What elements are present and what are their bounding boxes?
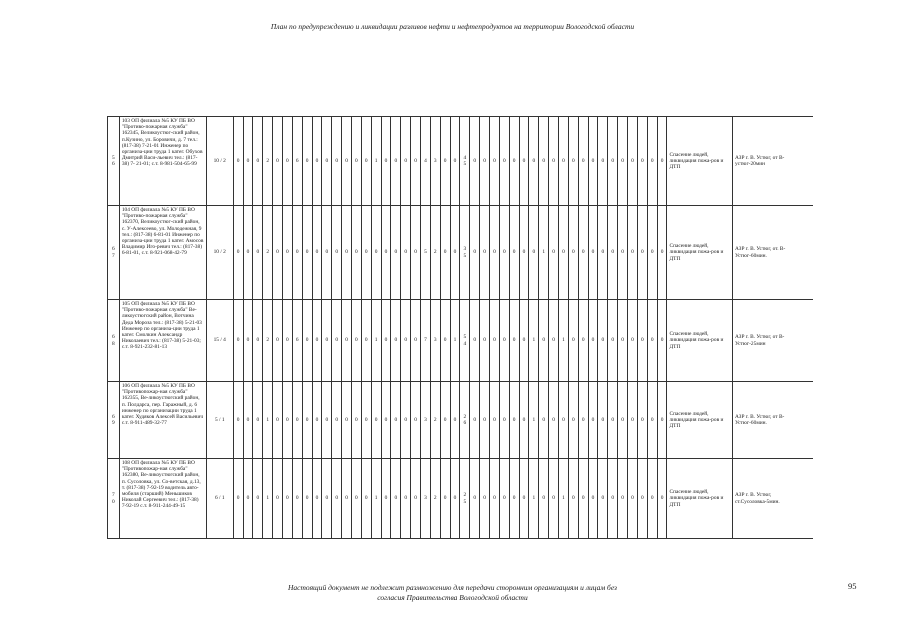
resource-cell: 0 bbox=[342, 206, 352, 300]
row-index bbox=[108, 300, 120, 382]
resource-cell: 0 bbox=[332, 300, 342, 382]
resource-cell: 3 bbox=[430, 300, 440, 382]
row-index-digit: 7 bbox=[112, 492, 115, 499]
equipment-cell: 0 bbox=[657, 206, 667, 300]
stacked-digit: 5 bbox=[463, 498, 467, 505]
equipment-cell: 0 bbox=[657, 459, 667, 539]
forces-count: 10 / 2 bbox=[206, 117, 233, 206]
row-index-digit: 6 bbox=[112, 334, 115, 341]
row-index-digit: 8 bbox=[112, 340, 115, 347]
equipment-cell: 0 bbox=[578, 459, 588, 539]
resource-cell: 0 bbox=[253, 459, 263, 539]
resource-cell: 0 bbox=[233, 382, 243, 459]
resource-cell: 0 bbox=[391, 459, 401, 539]
row-index-digit: 6 bbox=[112, 246, 115, 253]
equipment-cell: 0 bbox=[509, 382, 519, 459]
resource-cell: 0 bbox=[233, 117, 243, 206]
resource-cell: 2 bbox=[263, 300, 273, 382]
equipment-cell: 1 bbox=[529, 300, 539, 382]
resource-cell: 0 bbox=[292, 459, 302, 539]
resource-cell: 0 bbox=[282, 117, 292, 206]
equipment-cell: 0 bbox=[529, 117, 539, 206]
equipment-cell: 0 bbox=[519, 300, 529, 382]
resource-cell: 0 bbox=[440, 382, 450, 459]
stacked-digit: 4 bbox=[463, 154, 467, 161]
equipment-cell: 0 bbox=[549, 117, 559, 206]
resource-cell: 0 bbox=[273, 117, 283, 206]
resource-cell: 1 bbox=[371, 300, 381, 382]
equipment-cell: 0 bbox=[618, 382, 628, 459]
resource-cell: 1 bbox=[450, 300, 460, 382]
equipment-cell: 0 bbox=[618, 300, 628, 382]
stacked-digit: 4 bbox=[463, 340, 467, 347]
equipment-cell: 0 bbox=[588, 459, 598, 539]
equipment-cell: 0 bbox=[618, 206, 628, 300]
row-index-digit: 9 bbox=[112, 420, 115, 426]
unit-description: 108 ОП филиала №5 КУ ПБ ВО "Противопожар-ная служба" 162380, Ве-ликоустюгский район, п. Сусоловка, ул. Со-ветская, д.13, т. (817-38) 7-92-19 водитель авто-мобиля (старший) Меньшиков Николай Сергеевич тел.: (817-38) 7-92-19 с.т. 8-911-244-49-15 bbox=[119, 459, 206, 539]
forces-count: 5 / 1 bbox=[206, 382, 233, 459]
resource-cell: 0 bbox=[233, 206, 243, 300]
equipment-cell: 1 bbox=[529, 459, 539, 539]
resource-cell: 0 bbox=[243, 206, 253, 300]
equipment-cell: 0 bbox=[480, 382, 490, 459]
resource-cell: 2 bbox=[430, 382, 440, 459]
equipment-cell: 0 bbox=[647, 300, 657, 382]
backup-brigade: АЗР г. В. Устюг, от В-устюг-20мин bbox=[732, 117, 813, 206]
resource-cell: 2 bbox=[430, 206, 440, 300]
footer-line-2: согласия Правительства Вологодской области bbox=[377, 593, 528, 603]
equipment-cell: 0 bbox=[628, 382, 638, 459]
equipment-cell: 0 bbox=[657, 382, 667, 459]
resource-cell: 0 bbox=[332, 206, 342, 300]
resource-cell-stacked bbox=[460, 206, 470, 300]
equipment-cell: 0 bbox=[539, 382, 549, 459]
resource-cell: 0 bbox=[342, 300, 352, 382]
resource-cell: 1 bbox=[263, 382, 273, 459]
resource-cell: 0 bbox=[273, 459, 283, 539]
equipment-cell: 0 bbox=[588, 300, 598, 382]
table-row bbox=[108, 382, 814, 459]
equipment-cell: 0 bbox=[647, 117, 657, 206]
equipment-cell: 1 bbox=[559, 300, 569, 382]
resource-cell: 0 bbox=[401, 300, 411, 382]
equipment-cell: 0 bbox=[490, 300, 500, 382]
resource-cell: 0 bbox=[322, 459, 332, 539]
backup-brigade: АЗР г. В. Устюг, от. В-Устюг-60мин. bbox=[732, 206, 813, 300]
equipment-cell: 0 bbox=[470, 300, 480, 382]
resource-cell: 2 bbox=[263, 206, 273, 300]
equipment-cell: 0 bbox=[598, 300, 608, 382]
equipment-cell: 0 bbox=[480, 117, 490, 206]
resource-cell: 1 bbox=[371, 117, 381, 206]
equipment-cell: 0 bbox=[598, 459, 608, 539]
equipment-cell: 0 bbox=[598, 382, 608, 459]
resource-cell: 0 bbox=[411, 382, 421, 459]
resource-cell: 0 bbox=[312, 382, 322, 459]
resource-cell: 0 bbox=[282, 382, 292, 459]
tasks-description: Спасение людей, ликвидация пожа-ров и ДТП bbox=[667, 459, 733, 539]
resource-cell: 7 bbox=[420, 300, 430, 382]
resource-cell: 3 bbox=[420, 382, 430, 459]
equipment-cell: 0 bbox=[480, 206, 490, 300]
stacked-digit: 3 bbox=[463, 246, 467, 253]
equipment-cell: 0 bbox=[578, 206, 588, 300]
equipment-cell: 0 bbox=[628, 117, 638, 206]
resource-cell: 0 bbox=[243, 117, 253, 206]
resource-cell: 0 bbox=[440, 206, 450, 300]
resource-cell: 0 bbox=[391, 382, 401, 459]
resource-cell: 1 bbox=[263, 459, 273, 539]
resource-cell: 0 bbox=[342, 382, 352, 459]
resource-cell: 0 bbox=[332, 382, 342, 459]
resource-cell: 0 bbox=[273, 206, 283, 300]
resource-cell: 0 bbox=[253, 117, 263, 206]
resource-cell-stacked bbox=[460, 300, 470, 382]
resource-cell: 6 bbox=[292, 300, 302, 382]
equipment-cell: 0 bbox=[499, 459, 509, 539]
resource-cell: 0 bbox=[401, 206, 411, 300]
resource-cell: 0 bbox=[292, 382, 302, 459]
resource-cell: 0 bbox=[450, 206, 460, 300]
resource-cell: 0 bbox=[302, 300, 312, 382]
resource-cell: 0 bbox=[440, 459, 450, 539]
resource-cell: 0 bbox=[243, 382, 253, 459]
equipment-cell: 0 bbox=[490, 206, 500, 300]
stacked-digit: 2 bbox=[463, 413, 467, 420]
forces-count: 10 / 2 bbox=[206, 206, 233, 300]
resource-cell: 5 bbox=[420, 206, 430, 300]
equipment-cell: 0 bbox=[499, 382, 509, 459]
resource-cell-stacked bbox=[460, 459, 470, 539]
resource-cell: 0 bbox=[312, 206, 322, 300]
resource-cell: 0 bbox=[302, 459, 312, 539]
resource-cell: 0 bbox=[302, 117, 312, 206]
resource-cell: 0 bbox=[322, 382, 332, 459]
equipment-cell: 0 bbox=[637, 117, 647, 206]
table-row bbox=[108, 206, 814, 300]
equipment-cell: 0 bbox=[470, 382, 480, 459]
resource-cell: 0 bbox=[253, 382, 263, 459]
row-index-digit: 6 bbox=[112, 413, 115, 420]
resource-cell: 0 bbox=[371, 382, 381, 459]
equipment-cell: 0 bbox=[588, 117, 598, 206]
resource-cell: 0 bbox=[351, 300, 361, 382]
equipment-cell: 0 bbox=[490, 382, 500, 459]
equipment-cell: 0 bbox=[628, 206, 638, 300]
resource-cell: 0 bbox=[312, 459, 322, 539]
resource-cell: 0 bbox=[361, 459, 371, 539]
resource-cell: 0 bbox=[391, 300, 401, 382]
resource-cell: 0 bbox=[351, 117, 361, 206]
equipment-cell: 0 bbox=[549, 382, 559, 459]
equipment-cell: 0 bbox=[549, 300, 559, 382]
equipment-cell: 0 bbox=[628, 459, 638, 539]
resource-cell: 0 bbox=[361, 382, 371, 459]
resource-cell-stacked bbox=[460, 382, 470, 459]
equipment-cell: 0 bbox=[529, 206, 539, 300]
resource-cell: 0 bbox=[292, 206, 302, 300]
equipment-cell: 0 bbox=[509, 206, 519, 300]
resource-cell: 0 bbox=[243, 300, 253, 382]
resource-cell: 0 bbox=[312, 300, 322, 382]
resource-cell: 0 bbox=[342, 459, 352, 539]
equipment-cell: 0 bbox=[519, 117, 529, 206]
backup-brigade: АЗР г. В. Устюг, от В-Устюг-60мин. bbox=[732, 382, 813, 459]
equipment-cell: 0 bbox=[509, 300, 519, 382]
equipment-cell: 0 bbox=[568, 459, 578, 539]
resource-cell: 0 bbox=[282, 300, 292, 382]
equipment-cell: 0 bbox=[509, 459, 519, 539]
resource-cell: 0 bbox=[401, 117, 411, 206]
resource-cell: 0 bbox=[302, 206, 312, 300]
resource-cell: 0 bbox=[322, 206, 332, 300]
tasks-description: Спасение людей, ликвидация пожа-ров и ДТП bbox=[667, 117, 733, 206]
row-index bbox=[108, 206, 120, 300]
resource-cell: 0 bbox=[273, 300, 283, 382]
stacked-digit: 2 bbox=[463, 492, 467, 499]
equipment-cell: 0 bbox=[598, 117, 608, 206]
equipment-cell: 0 bbox=[559, 382, 569, 459]
stacked-digit: 5 bbox=[463, 161, 467, 167]
resource-cell: 0 bbox=[381, 206, 391, 300]
forces-table-container bbox=[107, 116, 813, 538]
equipment-cell: 0 bbox=[578, 382, 588, 459]
row-index-digit: 6 bbox=[112, 161, 115, 167]
footer-line-1: Настоящий документ не подлежит размножению для передачи сторонним организациям и лицам без bbox=[288, 583, 617, 592]
equipment-cell: 0 bbox=[618, 459, 628, 539]
equipment-cell: 0 bbox=[470, 206, 480, 300]
resource-cell: 0 bbox=[381, 382, 391, 459]
equipment-cell: 0 bbox=[578, 117, 588, 206]
equipment-cell: 0 bbox=[539, 117, 549, 206]
document-footer bbox=[0, 583, 905, 603]
stacked-digit: 6 bbox=[463, 420, 467, 426]
resource-cell: 2 bbox=[430, 459, 440, 539]
resource-cell: 0 bbox=[381, 117, 391, 206]
resource-cell: 0 bbox=[351, 459, 361, 539]
resource-cell: 0 bbox=[322, 300, 332, 382]
tasks-description: Спасение людей, ликвидация пожа-ров и ДТП bbox=[667, 382, 733, 459]
backup-brigade: АЗР г. В. Устюг, ст.Сусоловка-5мин. bbox=[732, 459, 813, 539]
equipment-cell: 0 bbox=[499, 206, 509, 300]
equipment-cell: 0 bbox=[637, 206, 647, 300]
resource-cell: 0 bbox=[361, 206, 371, 300]
resource-cell: 0 bbox=[381, 459, 391, 539]
equipment-cell: 0 bbox=[470, 117, 480, 206]
equipment-cell: 1 bbox=[539, 206, 549, 300]
backup-brigade: АЗР г. В. Устюг, от В-Устюг-25мин bbox=[732, 300, 813, 382]
table-row bbox=[108, 459, 814, 539]
resource-cell: 0 bbox=[440, 117, 450, 206]
equipment-cell: 0 bbox=[519, 382, 529, 459]
equipment-cell: 0 bbox=[637, 459, 647, 539]
resource-cell: 0 bbox=[381, 300, 391, 382]
resource-cell: 0 bbox=[351, 206, 361, 300]
resource-cell: 0 bbox=[312, 117, 322, 206]
equipment-cell: 0 bbox=[608, 206, 618, 300]
resource-cell-stacked bbox=[460, 117, 470, 206]
resource-cell: 4 bbox=[420, 117, 430, 206]
equipment-cell: 0 bbox=[519, 206, 529, 300]
document-header: План по предупреждению и ликвидации разливов нефти и нефтепродуктов на территории Вологодской области bbox=[270, 22, 635, 31]
table-row bbox=[108, 117, 814, 206]
resource-cell: 6 bbox=[292, 117, 302, 206]
equipment-cell: 0 bbox=[618, 117, 628, 206]
resource-cell: 0 bbox=[411, 206, 421, 300]
row-index bbox=[108, 117, 120, 206]
resource-cell: 0 bbox=[361, 300, 371, 382]
page-number: 95 bbox=[848, 581, 857, 591]
equipment-cell: 0 bbox=[490, 117, 500, 206]
resource-cell: 0 bbox=[401, 459, 411, 539]
resource-cell: 0 bbox=[450, 117, 460, 206]
equipment-cell: 1 bbox=[559, 459, 569, 539]
equipment-cell: 0 bbox=[539, 459, 549, 539]
resource-cell: 0 bbox=[361, 117, 371, 206]
row-index-digit: 7 bbox=[112, 252, 115, 259]
equipment-cell: 0 bbox=[647, 382, 657, 459]
resource-cell: 0 bbox=[440, 300, 450, 382]
row-index-digit: 0 bbox=[112, 498, 115, 505]
resource-cell: 0 bbox=[282, 206, 292, 300]
equipment-cell: 0 bbox=[539, 300, 549, 382]
resource-cell: 0 bbox=[332, 459, 342, 539]
equipment-cell: 0 bbox=[559, 206, 569, 300]
equipment-cell: 0 bbox=[480, 300, 490, 382]
row-index bbox=[108, 459, 120, 539]
resource-cell: 0 bbox=[450, 382, 460, 459]
resource-cell: 0 bbox=[391, 117, 401, 206]
equipment-cell: 0 bbox=[588, 206, 598, 300]
equipment-cell: 0 bbox=[628, 300, 638, 382]
unit-description: 103 ОП филиала №5 КУ ПБ ВО "Противо-пожарная служба" 162345, Великоустюг-ский район, п.Кузино, ул. Боровичи, д. 7 тел.: (817-38) 7-21-01 Инженер по организа-ции труда 1 катег. Обухов Дмитрий Васи-льевич тел.: (817-38) 7- 21-01; с.т. 8-981-504-65-99 bbox=[119, 117, 206, 206]
resource-cell: 3 bbox=[420, 459, 430, 539]
resource-cell: 0 bbox=[450, 459, 460, 539]
forces-table bbox=[107, 116, 813, 539]
resource-cell: 3 bbox=[430, 117, 440, 206]
forces-count: 15 / 4 bbox=[206, 300, 233, 382]
equipment-cell: 0 bbox=[657, 117, 667, 206]
stacked-digit: 5 bbox=[463, 334, 467, 341]
equipment-cell: 0 bbox=[480, 459, 490, 539]
resource-cell: 0 bbox=[233, 459, 243, 539]
resource-cell: 0 bbox=[273, 382, 283, 459]
equipment-cell: 0 bbox=[568, 382, 578, 459]
equipment-cell: 0 bbox=[559, 117, 569, 206]
equipment-cell: 0 bbox=[549, 459, 559, 539]
resource-cell: 0 bbox=[332, 117, 342, 206]
resource-cell: 0 bbox=[351, 382, 361, 459]
equipment-cell: 0 bbox=[568, 300, 578, 382]
resource-cell: 0 bbox=[371, 206, 381, 300]
equipment-cell: 0 bbox=[509, 117, 519, 206]
equipment-cell: 0 bbox=[657, 300, 667, 382]
unit-description: 105 ОП филиала №5 КУ ПБ ВО "Противо-пожарная служба" Ве-ликоустюгский район, Вотчина Деда Мороза тел.: (817-38) 5-21-03 Инженер по организа-ции труда 1 катег. Смолкин Александр Николаевич тел.: (817-38) 5-21-03; с.т. 8-921-232-81-13 bbox=[119, 300, 206, 382]
equipment-cell: 0 bbox=[470, 459, 480, 539]
table-row bbox=[108, 300, 814, 382]
resource-cell: 2 bbox=[263, 117, 273, 206]
resource-cell: 0 bbox=[411, 117, 421, 206]
equipment-cell: 0 bbox=[637, 300, 647, 382]
resource-cell: 0 bbox=[391, 206, 401, 300]
equipment-cell: 0 bbox=[519, 459, 529, 539]
resource-cell: 0 bbox=[342, 117, 352, 206]
row-index bbox=[108, 382, 120, 459]
resource-cell: 0 bbox=[302, 382, 312, 459]
equipment-cell: 0 bbox=[608, 459, 618, 539]
equipment-cell: 0 bbox=[568, 117, 578, 206]
tasks-description: Спасение людей, ликвидация пожа-ров и ДТП bbox=[667, 300, 733, 382]
resource-cell: 0 bbox=[401, 382, 411, 459]
forces-count: 6 / 1 bbox=[206, 459, 233, 539]
equipment-cell: 0 bbox=[637, 382, 647, 459]
equipment-cell: 0 bbox=[608, 300, 618, 382]
resource-cell: 0 bbox=[322, 117, 332, 206]
equipment-cell: 0 bbox=[499, 300, 509, 382]
equipment-cell: 0 bbox=[499, 117, 509, 206]
unit-description: 104 ОП филиала №5 КУ ПБ ВО "Противо-пожарная служба" 162370, Великоустюг-ский район, с. У-Алексеево, ул. Молодежная, 9 тел.: (817-38) 6-81-01 Инженер по организа-ции труда 1 катег. Амосов Владимир Иго-ревич тел.: (817-38) 6-81-01, с.т. 8-921-068-42-79 bbox=[119, 206, 206, 300]
equipment-cell: 0 bbox=[588, 382, 598, 459]
resource-cell: 0 bbox=[253, 206, 263, 300]
resource-cell: 0 bbox=[243, 459, 253, 539]
resource-cell: 0 bbox=[411, 459, 421, 539]
equipment-cell: 0 bbox=[608, 382, 618, 459]
equipment-cell: 0 bbox=[598, 206, 608, 300]
equipment-cell: 0 bbox=[578, 300, 588, 382]
stacked-digit: 5 bbox=[463, 252, 467, 259]
resource-cell: 1 bbox=[371, 459, 381, 539]
equipment-cell: 0 bbox=[647, 206, 657, 300]
equipment-cell: 0 bbox=[568, 206, 578, 300]
equipment-cell: 0 bbox=[549, 206, 559, 300]
unit-description: 106 ОП филиала №5 КУ ПБ ВО "Противопожар-ная служба" 162355, Ве-ликоустюгский район, п. Полдарса, пер. Гаражный, д. 6 инженер по организации труда 1 катег. Худяков Алексей Васильевич с.т. 8-911-489-32-77 bbox=[119, 382, 206, 459]
equipment-cell: 1 bbox=[529, 382, 539, 459]
resource-cell: 0 bbox=[411, 300, 421, 382]
resource-cell: 0 bbox=[282, 459, 292, 539]
equipment-cell: 0 bbox=[490, 459, 500, 539]
resource-cell: 0 bbox=[253, 300, 263, 382]
equipment-cell: 0 bbox=[647, 459, 657, 539]
resource-cell: 0 bbox=[233, 300, 243, 382]
row-index-digit: 5 bbox=[112, 154, 115, 161]
tasks-description: Спасение людей, ликвидация пожа-ров и ДТП bbox=[667, 206, 733, 300]
equipment-cell: 0 bbox=[608, 117, 618, 206]
